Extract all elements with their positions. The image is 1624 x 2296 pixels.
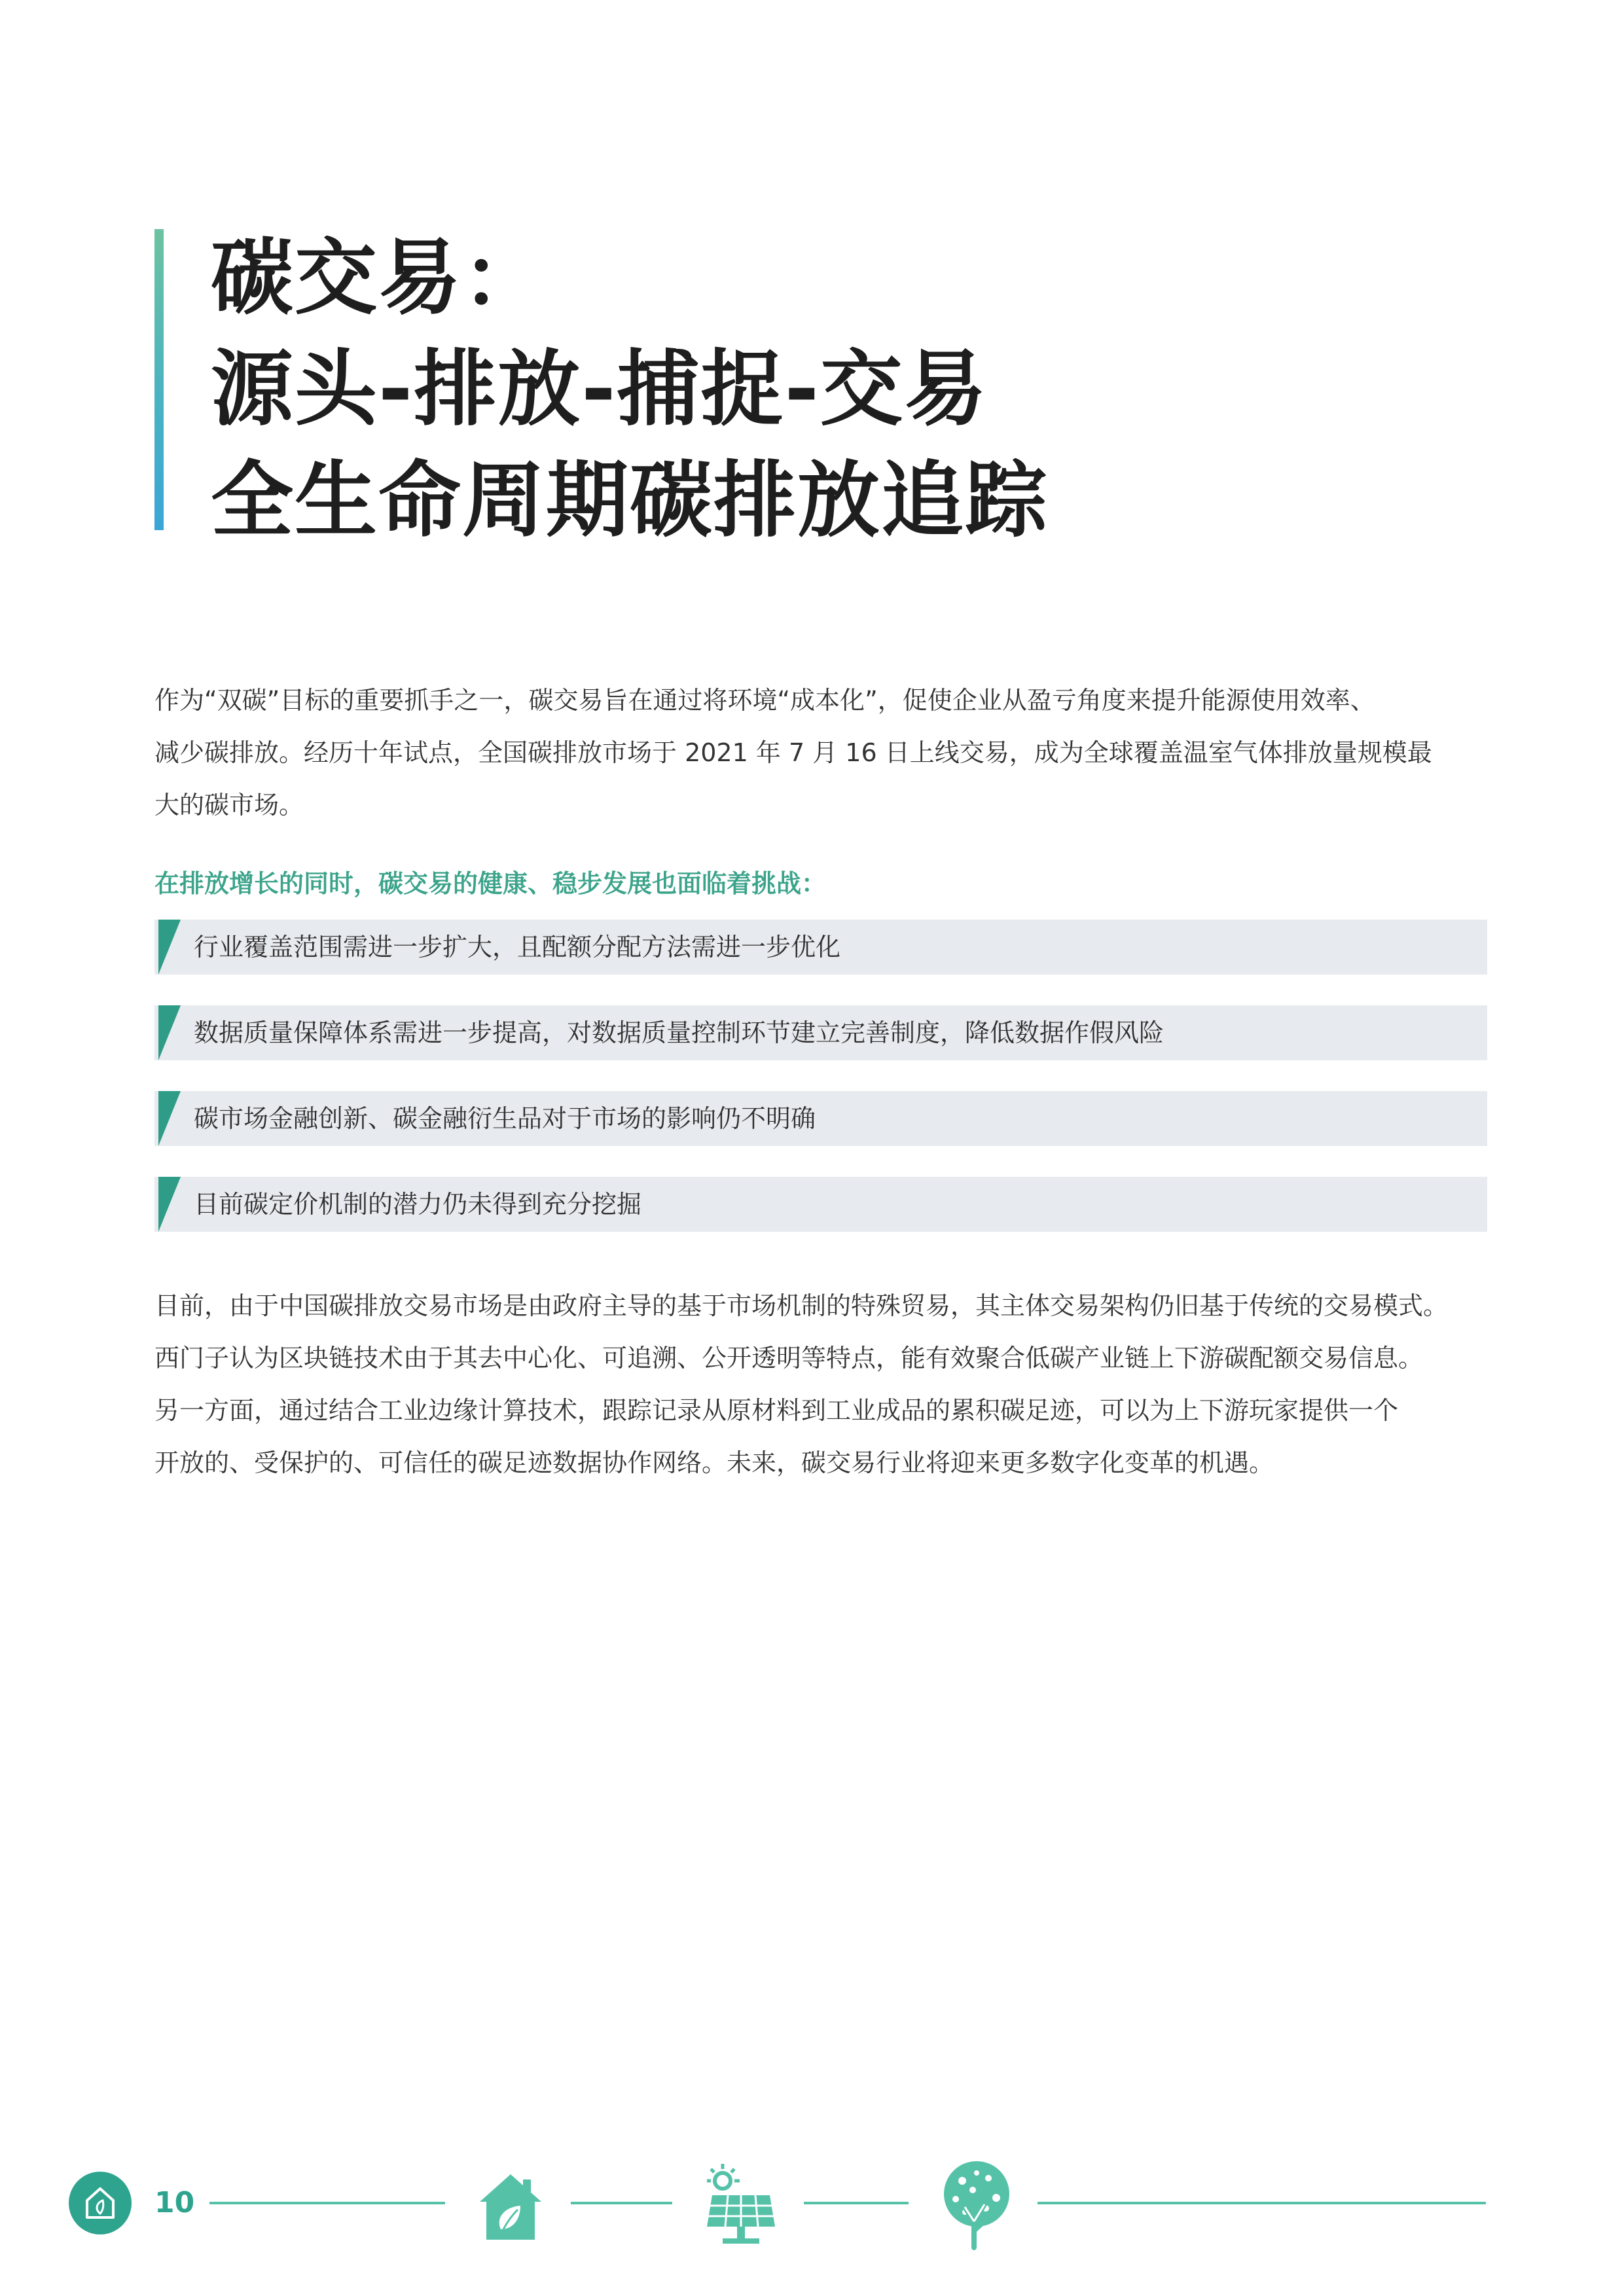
triangle-marker-icon (154, 920, 185, 975)
house-leaf-icon (475, 2169, 547, 2242)
page-badge (69, 2172, 132, 2234)
title-line-1: 碳交易： (211, 230, 546, 326)
challenge-text: 目前碳定价机制的潜力仍未得到充分挖掘 (194, 1190, 642, 1219)
triangle-marker-icon (154, 1091, 185, 1146)
title-line-3: 全生命周期碳排放追踪 (211, 452, 1049, 548)
title-accent-bar (154, 229, 164, 530)
footer-divider (209, 2202, 445, 2204)
triangle-marker-icon (154, 1177, 185, 1232)
challenges-heading: 在排放增长的同时，碳交易的健康、稳步发展也面临着挑战： (154, 869, 827, 898)
home-leaf-icon (83, 2185, 117, 2221)
footer-divider (804, 2202, 909, 2204)
challenges-list (154, 920, 1487, 1263)
conclusion-line: 目前，由于中国碳排放交易市场是由政府主导的基于市场机制的特殊贸易，其主体交易架构仍旧基于传统的交易模式。 (154, 1291, 1449, 1320)
conclusion-line: 西门子认为区块链技术由于其去中心化、可追溯、公开透明等特点，能有效聚合低碳产业链上下游碳配额交易信息。 (154, 1344, 1424, 1372)
footer-divider (571, 2202, 672, 2204)
challenge-text: 数据质量保障体系需进一步提高，对数据质量控制环节建立完善制度，降低数据作假风险 (194, 1018, 1164, 1047)
challenge-item (154, 920, 1487, 975)
conclusion-line: 另一方面，通过结合工业边缘计算技术，跟踪记录从原材料到工业成品的累积碳足迹，可以为上下游玩家提供一个 (154, 1396, 1399, 1425)
title-line-2: 源头-排放-捕捉-交易 (211, 341, 988, 437)
footer-divider (1038, 2202, 1486, 2204)
page-number: 10 (154, 2186, 195, 2219)
challenge-item (154, 1091, 1487, 1146)
intro-line: 大的碳市场。 (154, 791, 304, 819)
intro-paragraph (154, 674, 1490, 831)
triangle-marker-icon (154, 1005, 185, 1060)
challenge-text: 行业覆盖范围需进一步扩大，且配额分配方法需进一步优化 (194, 933, 841, 961)
page-title (211, 223, 1454, 556)
intro-line: 减少碳排放。经历十年试点，全国碳排放市场于 2021 年 7 月 16 日上线交易，成为全球覆盖温室气体排放量规模最 (154, 738, 1432, 767)
solar-panel-icon (699, 2161, 778, 2248)
conclusion-line: 开放的、受保护的、可信任的碳足迹数据协作网络。未来，碳交易行业将迎来更多数字化变革的机遇。 (154, 1448, 1274, 1477)
challenge-item (154, 1177, 1487, 1232)
conclusion-paragraph (154, 1280, 1490, 1489)
tree-icon (936, 2159, 1017, 2250)
page-footer (0, 2147, 1624, 2251)
intro-line: 作为“双碳”目标的重要抓手之一，碳交易旨在通过将环境“成本化”，促使企业从盈亏角度来提升能源使用效率、 (154, 686, 1375, 715)
challenge-item (154, 1005, 1487, 1060)
challenge-text: 碳市场金融创新、碳金融衍生品对于市场的影响仍不明确 (194, 1104, 816, 1133)
